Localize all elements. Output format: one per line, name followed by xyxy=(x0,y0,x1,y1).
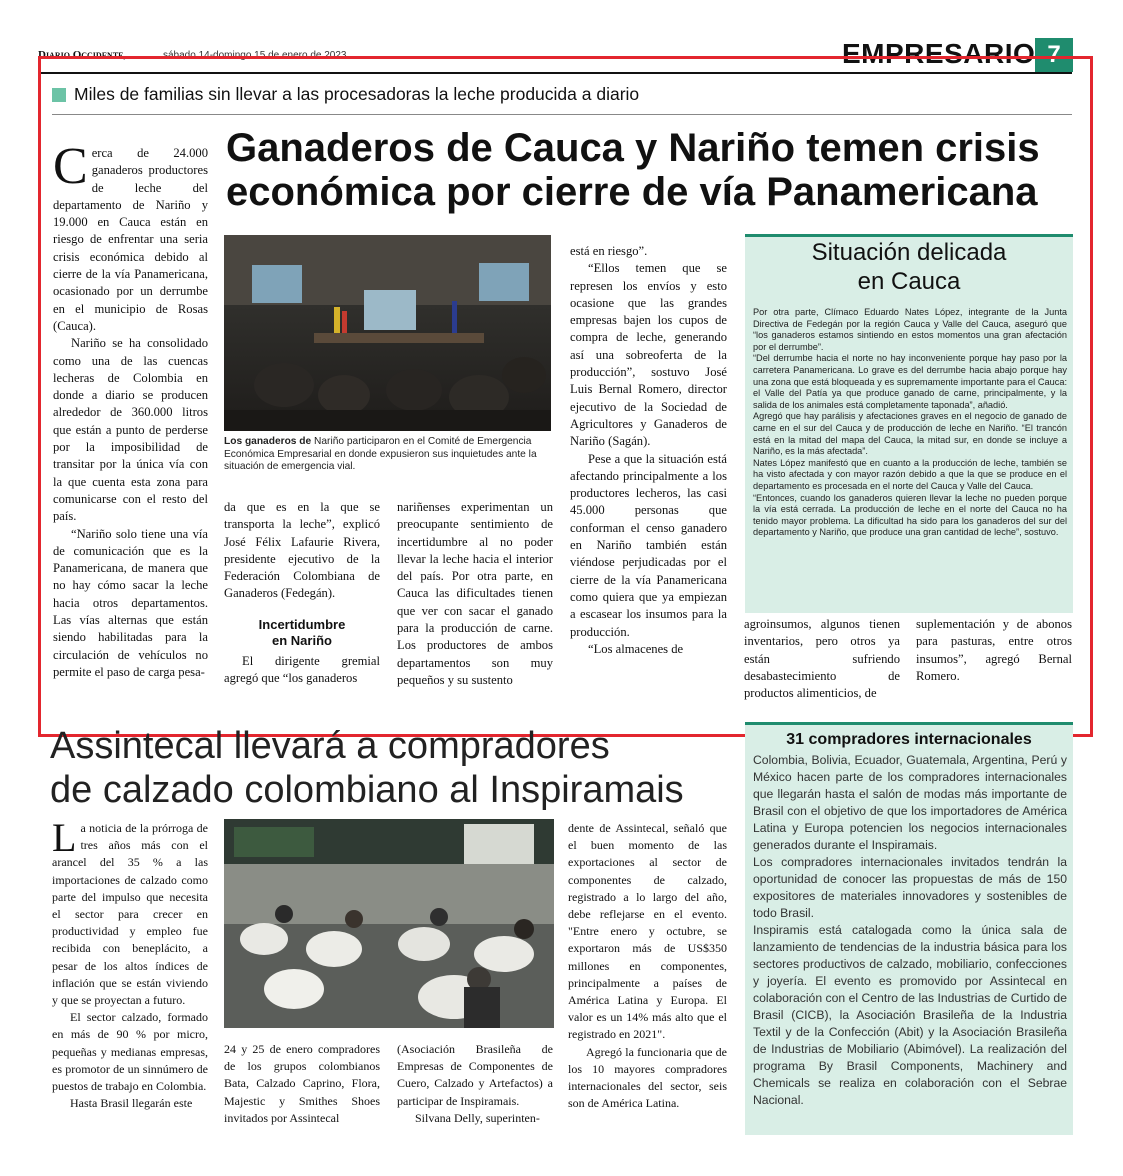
paragraph: “Los almacenes de xyxy=(588,641,684,656)
paragraph: agroinsumos, algunos tienen inventarios, pero otros ya están sufriendo desabastecimiento de productos alimenticios, de xyxy=(744,617,900,701)
paragraph: Nates López manifestó que en cuanto a la producción de leche, también se ha visto afectada y con mayor razón debido a que la que se produce en el departamento es procesada en el norte del Cauca y Valle del Cauca. xyxy=(753,457,1067,491)
paragraph: 24 y 25 de enero compradores de los grupos colombianos Bata, Calzado Caprino, Flora, Majestic y Smithes Shoes invitados por Assintecal xyxy=(224,1042,380,1125)
article2-headline xyxy=(50,724,740,812)
paragraph: suplementación y de abonos para pasturas, entre otros insumos”, agregó Bernal Romero. xyxy=(916,617,1072,683)
paragraph: a noticia de la prórroga de tres años más con el arancel del 35 % a las importaciones de calzado como parte del impulso que necesita el sector para crecer en productividad y empleo fue recibida con beneplácito, a pesar de los altos índices de inflación que se están viviendo y que se proyectan a futuro. xyxy=(52,821,208,1008)
paragraph: Pese a que la situación está afectando principalmente a los productores lecheros, las casi 45.000 personas que conforman el censo ganadero en Nariño también están viéndose perjudicadas por el cierre de la vía Panamericana como quiera que ya empiezan a escasear los insumos para la producción. xyxy=(570,451,727,639)
paragraph: nariñenses experimentan un preocupante sentimiento de incertidumbre al no poder llevar la leche hacia el interior del país. Por otra parte, en Cauca las dificultades tienen que ver con sacar el ganado para la producción de carne. Los productores de ambos departamentos son muy pequeños y su sustento xyxy=(397,500,553,687)
article2-col3 xyxy=(397,1041,553,1127)
paragraph: Agregó la funcionaria que de los 10 mayores compradores internacionales del sector, seis son de América Latina. xyxy=(568,1044,727,1111)
subhead-line-2: en Nariño xyxy=(272,632,332,648)
dropcap: C xyxy=(53,138,88,195)
paragraph: Colombia, Bolivia, Ecuador, Guatemala, Argentina, Perú y México hacen parte de los compradores internacionales que llegarán hasta el salón de modas más importante de Brasil con el objetivo de que los importadores de América Latina y Europa potencien los negocios internacionales generados durante el Inspiramais. xyxy=(753,753,1067,852)
paragraph: Inspiramis está catalogada como la única sala de lanzamiento de tendencias de la industria básica para los sectores productivos de calzado, mobiliario, confecciones y joyería. El evento es promovido por Assintecal en colaboración con el Centro de las Industrias de Curtido de Brasil (CICB), la Asociación Brasileña de la Industria Textil y de la Confección (Abit) y la Asociación Brasileña de Industrias de Mobiliario (Abimóvel). La realización del programa By Brasil Components, Machinery and Chemicals se realiza en colaboración con el Sebrae Nacional. xyxy=(753,923,1067,1107)
section-name: EMPRESARIO xyxy=(842,38,1036,69)
headline-line-1: Ganaderos de Cauca y Nariño temen crisis xyxy=(226,126,1040,170)
paragraph: El dirigente gremial agregó que “los ganaderos xyxy=(224,653,380,686)
paragraph: dente de Assintecal, señaló que el buen momento de las exportaciones al sector de componentes de calzado, registrado a lo largo del año, debe reflejarse en el evento. "Entre enero y octubre, se exportaron más de US$350 millones en componentes, principalmente a países de América Latina y Europa. El valor es un 14% más alto que el registrado en 2021". xyxy=(568,821,727,1042)
paragraph: “Entonces, cuando los ganaderos quieren llevar la leche no pueden porque la vía está cerrada. La producción de leche en el norte del Cauca no ha tenido mayor problema. La dificultad ha sido para los ganaderos del sur del departamento y Nariño, que produce una gran cantidad de leche”, sostuvo. xyxy=(753,492,1067,538)
fair-photo-drawing xyxy=(224,819,554,1028)
article2-col4 xyxy=(568,820,727,1112)
sidebar2-title: 31 compradores internacionales xyxy=(786,731,1032,748)
paragraph: El sector calzado, formado en más de 90 % por micro, pequeñas y medianas empresas, es promotor de un sinnúmero de puestos de trabajo en Colombia. xyxy=(52,1010,208,1094)
paragraph: “Ellos temen que se represen los envíos y esto ocasione que las grandes empresas bajen los cupos de compra de leche, generando así una sobreoferta de la producción”, sostuvo José Luis Bernal Romero, director ejecutivo de la Sociedad de Agricultores y Ganaderos de Nariño (Sagán). xyxy=(570,261,727,449)
kicker-text: Miles de familias sin llevar a las procesadoras la leche producida a diario xyxy=(74,84,640,104)
paragraph: Silvana Delly, superinten- xyxy=(415,1110,540,1125)
paragraph: Por otra parte, Clímaco Eduardo Nates López, integrante de la Junta Directiva de Fedegán por la región Cauca y Valle del Cauca, aseguró que “los ganaderos estamos sintiendo en estos momentos una gran afectación por el derrumbe”. xyxy=(753,307,1067,352)
caption-lead: Los ganaderos de xyxy=(224,436,312,447)
paragraph: Los compradores internacionales invitados tendrán la oportunidad de conocer las propuestas de más de 150 expositores de materiales innovadores y sostenibles de todo Brasil. xyxy=(753,855,1067,920)
paragraph: da que es en la que se transporta la leche”, explicó José Félix Lafaurie Rivera, presidente ejecutivo de la Federación Colombiana de Ganaderos (Fedegán). xyxy=(224,500,380,601)
sidebar-title-line-2: en Cauca xyxy=(857,268,961,295)
paragraph: Hasta Brasil llegarán este xyxy=(70,1096,193,1111)
sidebar2-body xyxy=(753,752,1067,1109)
paragraph: “Nariño solo tiene una vía de comunicación que es la Panamericana, de manera que no hay cómo sacar la leche hacia otros departamentos. Las vías alternas que están siendo habilitadas para la circulación de vehículos no permite el paso de carga pesa- xyxy=(53,526,208,679)
selection-outline xyxy=(38,56,1093,737)
paragraph: Agregó que hay parálisis y afectaciones graves en el negocio de ganado de carne en el sur del Cauca y de producción de leche en Nariño. “El trancón está en la mitad del mapa del Cauca, la mitad sur, en donde se incluye a Nariño, es la más afectada”. xyxy=(753,411,1067,457)
article2-col2 xyxy=(224,1041,380,1127)
headline-line-2: de calzado colombiano al Inspiramais xyxy=(50,769,684,811)
subhead-line-1: Incertidumbre xyxy=(258,616,346,632)
masthead-date: sábado 14-domingo 15 de enero de 2023 xyxy=(163,50,347,61)
paragraph: está en riesgo”. xyxy=(570,244,648,258)
sidebar-title-line-1: Situación delicada xyxy=(811,239,1007,266)
headline-line-2: económica por cierre de vía Panamericana xyxy=(226,170,1038,214)
fair-photo xyxy=(224,819,554,1028)
paragraph: Nariño se ha consolidado como una de las cuencas lecheras de Colombia en donde a diario se producen alrededor de 360.000 litros que están a punto de perderse por la imposibilidad de transitar por la única vía con la que cuenta esta zona para comunicarse con el resto del país. xyxy=(53,336,208,524)
caption-text: Nariño participaron en el Comité de Emergencia Económica Empresarial en donde expusieron sus inquietudes ante la situación de emergencia vial. xyxy=(224,436,537,472)
headline-line-1: Assintecal llevará a compradores xyxy=(50,725,610,767)
article2-col1 xyxy=(52,815,208,1112)
paragraph: (Asociación Brasileña de Empresas de Componentes de Cuero, Calzado y Artefactos) a participar de Inspiramais. xyxy=(397,1042,553,1108)
page-number: 7 xyxy=(1035,38,1073,72)
masthead-paper: Diario Occidente, xyxy=(38,49,127,61)
paragraph: erca de 24.000 ganaderos productores de leche del departamento de Nariño y 19.000 en Cauca están en riesgo de enfrentar una seria crisis económica debido al cierre de la vía Panamericana, ocasionado por un derrumbe en el municipio de Rosas (Cauca). xyxy=(53,146,208,333)
paragraph: “Del derrumbe hacia el norte no hay inconveniente porque hay paso por la carretera Panamericana. Lo grave es del derrumbe hacia abajo porque hay una zona que está bloqueada y es supremamente importante para el Cauca: el Valle del Patía ya que produce ganado de carne, principalmente, y la salida de los animales está completamente taponada”, añadió. xyxy=(753,353,1067,410)
dropcap: L xyxy=(52,815,77,860)
